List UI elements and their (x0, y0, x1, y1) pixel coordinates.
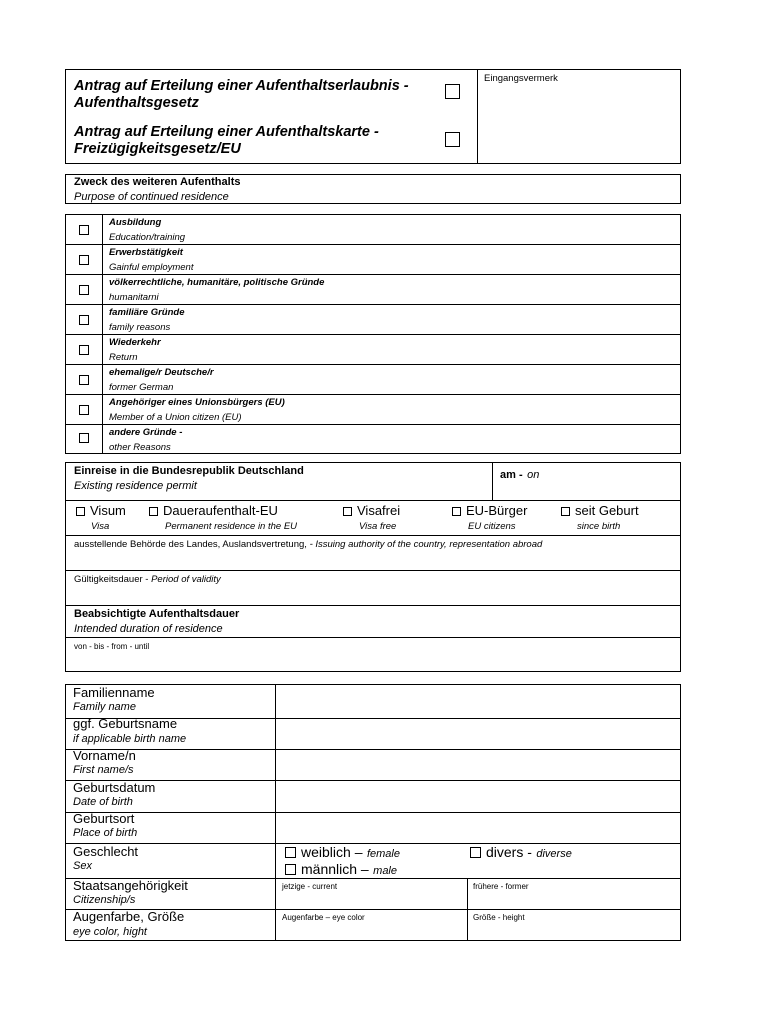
birth-name-label-en: if applicable birth name (73, 733, 187, 745)
checkbox-since-birth[interactable] (561, 507, 570, 516)
validity-input[interactable] (66, 587, 680, 604)
purpose-option-en: family reasons (109, 322, 171, 333)
purpose-option-en: Education/training (109, 232, 186, 243)
title-residence-card: Antrag auf Erteilung einer Aufenthaltskarte - Freizügigkeitsgesetz/EU (74, 124, 379, 157)
purpose-option-de: Wiederkehr (109, 337, 161, 348)
entry-date-divider (492, 462, 493, 500)
height-label: Größe - height (473, 913, 525, 922)
validity-de: Gültigkeitsdauer - (74, 574, 149, 585)
authority-input[interactable] (66, 552, 680, 569)
family-name-label-en: Family name (73, 701, 136, 713)
checkbox-former-german[interactable] (79, 375, 89, 385)
sex-label-en: Sex (73, 860, 92, 872)
header-divider (477, 69, 478, 164)
entry-line (65, 500, 681, 501)
checkbox-female[interactable] (285, 847, 296, 858)
birth-name-input[interactable] (276, 719, 680, 748)
purpose-option-de: familiäre Gründe (109, 307, 185, 318)
citizenship-former-label: frühere - former (473, 882, 529, 891)
entry-line (65, 535, 681, 536)
family-name-label: Familienname (73, 685, 155, 700)
receipt-label: Eingangsvermerk (484, 73, 558, 84)
eye-color-label: Augenfarbe – eye color (282, 913, 365, 922)
checkbox-male[interactable] (285, 864, 296, 875)
entry-date-en: on (527, 469, 540, 481)
place-of-birth-label-en: Place of birth (73, 827, 138, 839)
purpose-option-de: völkerrechtliche, humanitäre, politische Gründe (109, 277, 325, 288)
purpose-row-line (65, 334, 681, 335)
purpose-heading-en: Purpose of continued residence (74, 191, 229, 203)
sex-female-option[interactable] (285, 844, 400, 862)
purpose-option-en: humanitarni (109, 292, 159, 303)
permit-visa-free-label: Visafrei (357, 503, 401, 518)
checkbox-diverse[interactable] (470, 847, 481, 858)
citizenship-former-input[interactable] (468, 893, 680, 908)
permit-permanent-eu-label: Daueraufenthalt-EU (163, 503, 278, 518)
from-until-input[interactable] (66, 654, 680, 671)
from-until-label: von - bis - from - until (74, 642, 150, 651)
sex-male-en: male (373, 865, 397, 877)
checkbox-eu-citizen[interactable] (452, 507, 461, 516)
date-of-birth-input[interactable] (276, 781, 680, 811)
intended-duration-de: Beabsichtigte Aufenthaltsdauer (74, 608, 240, 620)
purpose-row-line (65, 274, 681, 275)
purpose-option-en: other Reasons (109, 442, 171, 453)
permit-since-birth-en: since birth (577, 521, 621, 532)
height-input[interactable] (468, 924, 680, 940)
checkbox-other[interactable] (79, 433, 89, 443)
place-of-birth-input[interactable] (276, 813, 680, 842)
first-name-label: Vorname/n (73, 748, 136, 763)
sex-male-de: männlich – (301, 861, 369, 877)
permit-visa[interactable] (76, 503, 126, 518)
checkbox-residence-permit[interactable] (445, 84, 460, 99)
checkbox-education[interactable] (79, 225, 89, 235)
entry-line (65, 637, 681, 638)
purpose-row-line (65, 244, 681, 245)
entry-date-label (500, 465, 539, 483)
validity-label (74, 574, 221, 585)
checkbox-return[interactable] (79, 345, 89, 355)
permit-visa-free-en: Visa free (359, 521, 397, 532)
citizenship-label-en: Citizenship/s (73, 894, 136, 906)
authority-label (74, 539, 542, 550)
title-residence-permit: Antrag auf Erteilung einer Aufenthaltserlaubnis - Aufenthaltsgesetz (74, 78, 409, 111)
purpose-row-line (65, 364, 681, 365)
permit-visa-label: Visum (90, 503, 126, 518)
purpose-row-line (65, 304, 681, 305)
entry-line (65, 570, 681, 571)
purpose-option-de: Ausbildung (109, 217, 162, 228)
sex-diverse-en: diverse (536, 848, 572, 860)
permit-since-birth-label: seit Geburt (575, 503, 639, 518)
permit-eu-citizen-en: EU citizens (468, 521, 516, 532)
authority-en: - Issuing authority of the country, representation abroad (309, 539, 543, 550)
citizenship-label: Staatsangehörigkeit (73, 878, 188, 893)
checkbox-employment[interactable] (79, 255, 89, 265)
place-of-birth-label: Geburtsort (73, 811, 135, 826)
first-name-label-en: First name/s (73, 764, 134, 776)
citizenship-current-input[interactable] (276, 893, 466, 908)
family-name-input[interactable] (276, 685, 680, 717)
checkbox-permanent-eu[interactable] (149, 507, 158, 516)
checkbox-family[interactable] (79, 315, 89, 325)
permit-eu-citizen[interactable] (452, 503, 527, 518)
purpose-option-de: ehemalige/r Deutsche/r (109, 367, 214, 378)
permit-permanent-eu[interactable] (149, 503, 278, 518)
purpose-option-en: former German (109, 382, 174, 393)
purpose-row-line (65, 424, 681, 425)
sex-female-en: female (366, 848, 400, 860)
date-of-birth-label: Geburtsdatum (73, 780, 156, 795)
purpose-option-en: Return (109, 352, 138, 363)
permit-visa-free[interactable] (343, 503, 400, 518)
entry-heading-de: Einreise in die Bundesrepublik Deutschland (74, 465, 304, 477)
purpose-option-en: Member of a Union citizen (EU) (109, 412, 242, 423)
permit-permanent-eu-en: Permanent residence in the EU (165, 521, 298, 532)
checkbox-visa[interactable] (76, 507, 85, 516)
checkbox-union-member[interactable] (79, 405, 89, 415)
first-name-input[interactable] (276, 750, 680, 779)
intended-duration-en: Intended duration of residence (74, 623, 223, 635)
validity-en: Period of validity (151, 574, 221, 585)
sex-diverse-option[interactable] (470, 844, 572, 862)
entry-heading-en: Existing residence permit (74, 480, 197, 492)
eye-color-height-label: Augenfarbe, Größe (73, 909, 185, 924)
eye-color-height-label-en: eye color, hight (73, 926, 147, 938)
purpose-heading-de: Zweck des weiteren Aufenthalts (74, 176, 241, 188)
purpose-row-line (65, 394, 681, 395)
sex-label: Geschlecht (73, 844, 139, 859)
sex-male-option[interactable] (285, 861, 397, 879)
entry-date-de: am - (500, 469, 523, 481)
permit-visa-en: Visa (91, 521, 110, 532)
purpose-option-de: Erwerbstätigkeit (109, 247, 183, 258)
checkbox-visa-free[interactable] (343, 507, 352, 516)
authority-de: ausstellende Behörde des Landes, Auslandsvertretung, (74, 539, 307, 550)
purpose-option-de: andere Gründe - (109, 427, 183, 438)
permit-since-birth[interactable] (561, 503, 639, 518)
permit-eu-citizen-label: EU-Bürger (466, 503, 528, 518)
sex-female-de: weiblich – (301, 844, 363, 860)
purpose-option-en: Gainful employment (109, 262, 194, 273)
date-of-birth-label-en: Date of birth (73, 796, 133, 808)
checkbox-humanitarian[interactable] (79, 285, 89, 295)
citizenship-current-label: jetzige - current (282, 882, 338, 891)
birth-name-label: ggf. Geburtsname (73, 716, 178, 731)
entry-line (65, 605, 681, 606)
checkbox-residence-card[interactable] (445, 132, 460, 147)
eye-color-input[interactable] (276, 924, 466, 940)
purpose-option-de: Angehöriger eines Unionsbürgers (EU) (109, 397, 285, 408)
sex-diverse-de: divers - (486, 844, 532, 860)
